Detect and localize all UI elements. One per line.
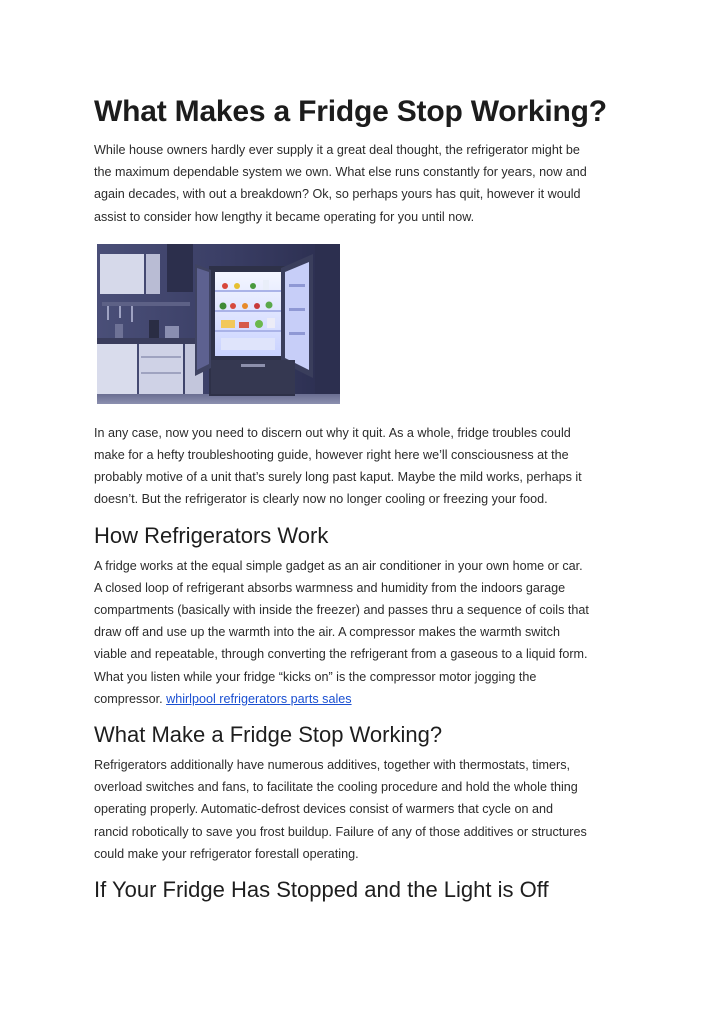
paragraph-line: In any case, now you need to discern out why it quit. As a whole, fridge troubles could [94, 425, 571, 440]
open-refrigerator-photo-icon [97, 244, 340, 404]
paragraph-text: compressor. [94, 691, 167, 706]
section-heading-light-is-off: If Your Fridge Has Stopped and the Light is Off [94, 877, 549, 903]
paragraph-line: A closed loop of refrigerant absorbs warmness and humidity from the indoors garage [94, 580, 566, 595]
paragraph-line: make for a hefty troubleshooting guide, however right here we’ll consciousness at the [94, 448, 569, 463]
whirlpool-parts-link[interactable]: whirlpool refrigerators parts sales [166, 691, 352, 706]
page-title: What Makes a Fridge Stop Working? [94, 95, 607, 128]
paragraph-line: overload switches and fans, to facilitate the cooling procedure and hold the whole thing [94, 780, 578, 795]
paragraph-line-with-link [94, 688, 634, 710]
paragraph-line: operating properly. Automatic-defrost devices consist of warmers that cycle on and [94, 802, 553, 817]
intro-paragraph [94, 139, 634, 228]
paragraph-line: What you listen while your fridge “kicks on” is the compressor motor jogging the [94, 669, 537, 684]
how-refrigerators-work-paragraph [94, 555, 634, 710]
intro-line: assist to consider how lengthy it became operating for you until now. [94, 209, 475, 224]
intro-line: the maximum dependable system we own. What else runs constantly for years, now and [94, 165, 587, 180]
paragraph-line: doesn’t. But the refrigerator is clearly now no longer cooling or freezing your food. [94, 492, 548, 507]
section-heading-fridge-stop-working: What Make a Fridge Stop Working? [94, 722, 443, 748]
section-heading-how-refrigerators-work: How Refrigerators Work [94, 522, 329, 548]
diagnosis-paragraph [94, 422, 634, 511]
fridge-stop-working-paragraph [94, 754, 634, 865]
intro-line: While house owners hardly ever supply it a great deal thought, the refrigerator might be [94, 143, 580, 157]
paragraph-line: could make your refrigerator forestall operating. [94, 846, 359, 861]
paragraph-line: probably motive of a unit that’s surely long past kaput. Maybe the mild works, perhaps it [94, 470, 582, 485]
paragraph-line: rancid robotically to save you frost buildup. Failure of any of those additives or structures [94, 824, 587, 839]
paragraph-line: compartments (basically with inside the freezer) and passes thru a sequence of coils that [94, 603, 589, 618]
paragraph-line: viable and repeatable, through converting the refrigerant from a gaseous to a liquid form. [94, 647, 588, 662]
paragraph-line: A fridge works at the equal simple gadget as an air conditioner in your own home or car. [94, 558, 583, 573]
paragraph-line: Refrigerators additionally have numerous additives, together with thermostats, timers, [94, 758, 570, 773]
fridge-photo [97, 244, 340, 404]
document-page [94, 92, 634, 909]
paragraph-line: draw off and use up the warmth into the air. A compressor makes the warmth switch [94, 625, 560, 640]
intro-line: again decades, with out a breakdown? Ok, so perhaps yours has quit, however it would [94, 187, 581, 202]
